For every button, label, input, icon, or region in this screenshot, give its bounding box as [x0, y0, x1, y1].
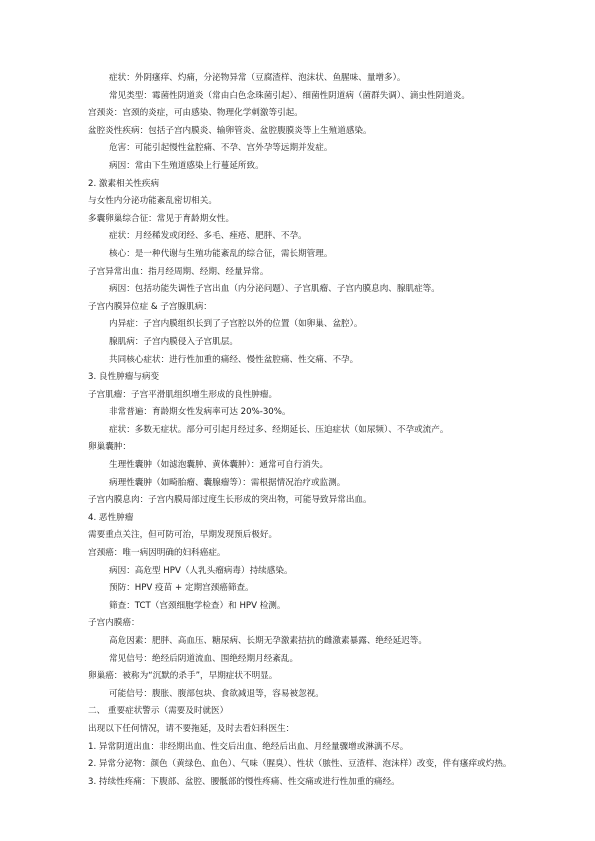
text-line: 症状：多数无症状。部分可引起月经过多、经期延长、压迫症状（如尿频）、不孕或流产。 [109, 424, 449, 435]
text-line: 4. 恶性肿瘤 [88, 512, 134, 523]
text-line: 高危因素：肥胖、高血压、糖尿病、长期无孕激素拮抗的雌激素暴露、绝经延迟等。 [109, 636, 427, 646]
text-line: 盆腔炎性疾病：包括子宫内膜炎、输卵管炎、盆腔腹膜炎等上生殖道感染。 [88, 125, 372, 136]
text-line: 症状：外阴瘙痒、灼痛，分泌物异常（豆腐渣样、泡沫状、鱼腥味、量增多）。 [109, 73, 406, 83]
text-line: 子宫内膜息肉：子宫内膜局部过度生长形成的突出物，可能导致异常出血。 [88, 495, 372, 506]
text-line: 筛查：TCT（宫颈细胞学检查）和 HPV 检测。 [109, 600, 286, 611]
text-line: 核心：是一种代谢与生殖功能紊乱的综合征，需长期管理。 [109, 248, 333, 259]
text-line: 多囊卵巢综合征：常见于育龄期女性。 [88, 213, 235, 224]
text-line: 内异症：子宫内膜组织长到了子宫腔以外的位置（如卵巢、盆腔）。 [109, 319, 363, 330]
text-line: 共同核心症状：进行性加重的痛经、慢性盆腔痛、性交痛、不孕。 [109, 354, 359, 365]
text-line: 卵巢癌：被称为“沉默的杀手”，早期症状不明显。 [88, 671, 278, 682]
text-line: 预防：HPV 疫苗 + 定期宫颈癌筛查。 [109, 583, 254, 594]
text-line: 非常普遍：育龄期女性发病率可达 20%-30%。 [109, 407, 291, 418]
text-line: 生理性囊肿（如滤泡囊肿、黄体囊肿）：通常可自行消失。 [109, 460, 329, 471]
text-line: 子宫内膜异位症 & 子宫腺肌病： [88, 301, 212, 312]
text-line: 2. 异常分泌物：颜色（黄绿色、血色）、气味（腥臭）、性状（脓性、豆渣样、泡沫样）改变，伴有瘙痒或灼热。 [88, 759, 512, 770]
text-line: 常见类型：霉菌性阴道炎（常由白色念珠菌引起）、细菌性阴道病（菌群失调）、滴虫性阴道炎。 [109, 90, 470, 101]
text-line: 常见信号：绝经后阴道流血、围绝经期月经紊乱。 [109, 653, 299, 664]
text-line: 危害：可能引起慢性盆腔痛、不孕、宫外孕等远期并发症。 [109, 143, 333, 154]
text-line: 子宫内膜癌： [88, 618, 140, 629]
text-line: 症状：月经稀发或闭经、多毛、痤疮、肥胖、不孕。 [109, 231, 307, 242]
text-line: 与女性内分泌功能紊乱密切相关。 [88, 196, 217, 207]
text-line: 二、 重要症状警示（需要及时就医） [88, 706, 229, 717]
text-line: 1. 异常阴道出血：非经期出血、性交后出血、绝经后出血、月经量骤增或淋漓不尽。 [88, 741, 409, 752]
text-line: 宫颈炎：宫颈的炎症，可由感染、物理化学刺激等引起。 [88, 108, 303, 119]
text-line: 卵巢囊肿： [88, 442, 131, 453]
text-line: 出现以下任何情况，请不要拖延，及时去看妇科医生： [88, 723, 295, 734]
text-line: 3. 持续性疼痛：下腹部、盆腔、腰骶部的慢性疼痛、性交痛或进行性加重的痛经。 [88, 776, 400, 787]
text-line: 2. 激素相关性疾病 [88, 178, 160, 189]
text-line: 病因：包括功能失调性子宫出血（内分泌问题）、子宫肌瘤、子宫内膜息肉、腺肌症等。 [109, 284, 440, 295]
text-line: 可能信号：腹胀、腹部包块、食欲减退等，容易被忽视。 [109, 688, 324, 699]
text-line: 子宫异常出血：指月经周期、经期、经量异常。 [88, 266, 269, 277]
text-line: 宫颈癌：唯一病因明确的妇科癌症。 [88, 548, 226, 559]
text-line: 病因：常由下生殖道感染上行蔓延所致。 [109, 160, 264, 171]
text-line: 病因：高危型 HPV（人乳头瘤病毒）持续感染。 [109, 565, 293, 576]
text-line: 腺肌病：子宫内膜侵入子宫肌层。 [109, 336, 238, 347]
text-line: 病理性囊肿（如畸胎瘤、囊腺瘤等）：需根据情况治疗或监测。 [109, 477, 346, 488]
text-line: 需要重点关注，但可防可治，早期发现预后极好。 [88, 530, 278, 541]
text-line: 子宫肌瘤：子宫平滑肌组织增生形成的良性肿瘤。 [88, 389, 278, 400]
text-line: 3. 良性肿瘤与病变 [88, 372, 160, 383]
